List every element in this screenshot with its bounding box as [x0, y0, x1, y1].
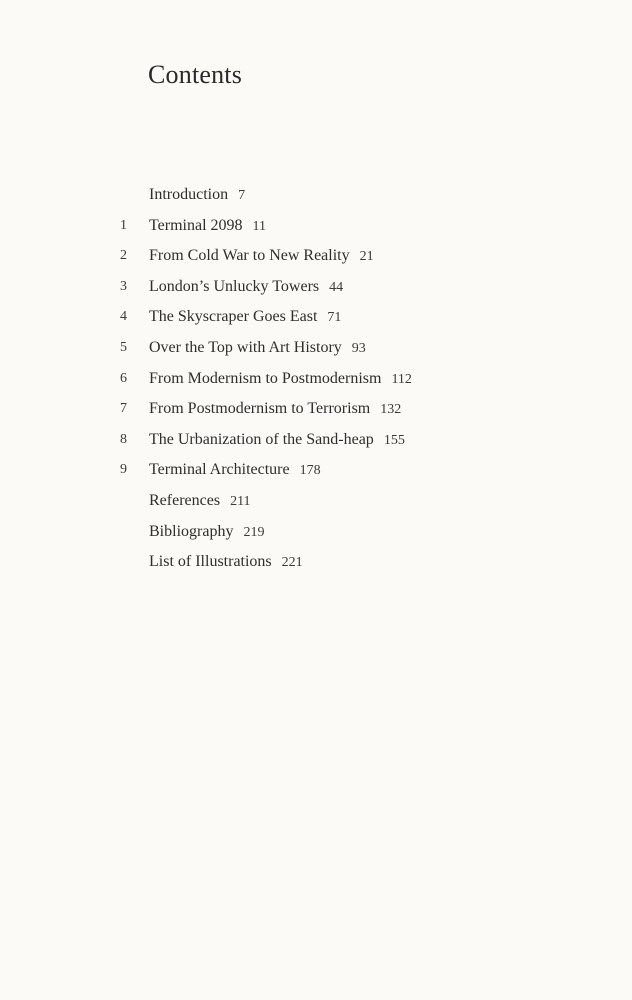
page-number: 44	[329, 279, 344, 295]
chapter-number: 2	[120, 248, 127, 264]
chapter-title: Introduction	[149, 186, 229, 203]
page-title: Contents	[148, 60, 243, 89]
toc-entry	[0, 364, 632, 395]
page-number: 219	[243, 524, 265, 540]
chapter-title: From Modernism to Postmodernism	[149, 369, 382, 387]
chapter-title: From Postmodernism to Terrorism	[149, 400, 371, 418]
chapter-title: References	[149, 491, 221, 509]
page-number: 93	[351, 340, 366, 356]
chapter-number: 5	[120, 339, 127, 355]
chapter-number: 6	[120, 370, 127, 386]
table-of-contents	[0, 180, 632, 578]
page-number: 221	[281, 555, 303, 571]
chapter-number: 7	[120, 401, 127, 417]
page-number: 11	[252, 218, 267, 234]
page-number: 112	[391, 371, 412, 387]
chapter-title: List of Illustrations	[149, 553, 272, 571]
chapter-number: 3	[120, 278, 127, 294]
toc-entry	[0, 394, 632, 425]
toc-entry	[0, 302, 632, 333]
page-number: 178	[299, 463, 321, 479]
page-number: 132	[380, 402, 402, 418]
toc-entry	[0, 486, 632, 517]
chapter-title: The Urbanization of the Sand-heap	[149, 430, 374, 448]
toc-entry	[0, 241, 632, 272]
toc-entry	[0, 333, 632, 364]
chapter-title: From Cold War to New Reality	[149, 247, 350, 265]
toc-entry	[0, 272, 632, 303]
chapter-number: 4	[120, 309, 127, 325]
chapter-number: 1	[120, 217, 127, 233]
chapter-number: 9	[120, 462, 127, 478]
page-number: 7	[238, 188, 246, 203]
page-number: 71	[327, 310, 342, 326]
toc-entry	[0, 425, 632, 456]
chapter-title: The Skyscraper Goes East	[149, 308, 318, 326]
chapter-title: Terminal Architecture	[149, 461, 290, 479]
page-number: 21	[359, 249, 374, 265]
toc-entry	[0, 211, 632, 242]
page-number: 211	[230, 493, 251, 509]
chapter-number: 8	[120, 431, 127, 447]
toc-entry	[0, 180, 632, 211]
chapter-title: London’s Unlucky Towers	[149, 277, 320, 295]
toc-entry	[0, 547, 632, 578]
page-number: 155	[383, 432, 405, 448]
toc-entry	[0, 455, 632, 486]
chapter-title: Bibliography	[149, 522, 234, 540]
chapter-title: Terminal 2098	[149, 216, 243, 234]
toc-entry	[0, 517, 632, 548]
chapter-title: Over the Top with Art History	[149, 338, 342, 356]
